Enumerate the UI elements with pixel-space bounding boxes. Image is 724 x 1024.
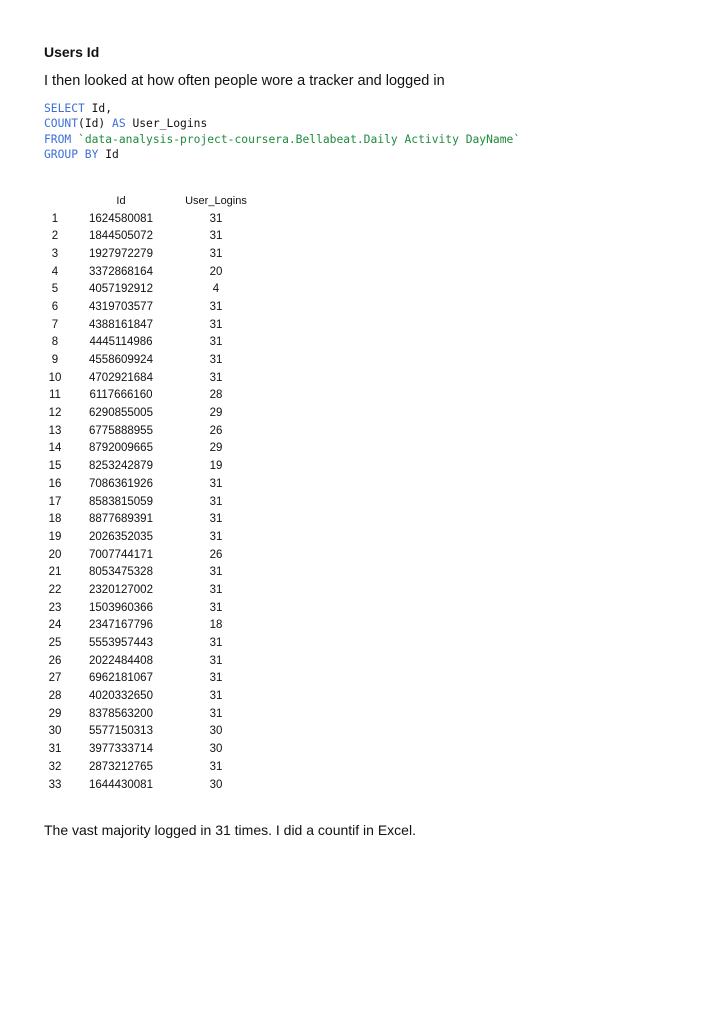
row-index: 20 (48, 548, 62, 561)
row-user-logins: 18 (209, 619, 223, 632)
results-table (40, 192, 260, 793)
table-row (40, 723, 260, 741)
row-index: 10 (48, 371, 62, 384)
table-row (40, 316, 260, 334)
row-index: 17 (48, 495, 62, 508)
table-row (40, 634, 260, 652)
row-id: 1927972279 (89, 247, 153, 260)
row-user-logins: 26 (209, 548, 223, 561)
row-id: 4702921684 (89, 371, 153, 384)
row-id: 6117666160 (89, 389, 153, 402)
table-body (40, 210, 260, 794)
row-id: 8053475328 (89, 566, 153, 579)
table-row (40, 528, 260, 546)
row-user-logins: 30 (209, 725, 223, 738)
row-id: 8378563200 (89, 707, 153, 720)
table-header-row (40, 192, 260, 210)
row-user-logins: 31 (209, 654, 223, 667)
row-user-logins: 31 (209, 212, 223, 225)
row-id: 6290855005 (89, 407, 153, 420)
row-index: 14 (48, 442, 62, 455)
row-id: 4445114986 (89, 336, 153, 349)
row-id: 6962181067 (89, 672, 153, 685)
table-row (40, 758, 260, 776)
row-id: 2320127002 (89, 583, 153, 596)
intro-paragraph: I then looked at how often people wore a tracker and logged in (44, 73, 445, 89)
header-user-logins: User_Logins (185, 194, 247, 207)
row-index: 28 (48, 690, 62, 703)
table-row (40, 280, 260, 298)
row-index: 18 (48, 513, 62, 526)
sql-text: (Id) (78, 117, 113, 131)
row-index: 25 (48, 637, 62, 650)
row-user-logins: 31 (209, 230, 223, 243)
row-user-logins: 20 (209, 265, 223, 278)
row-index: 27 (48, 672, 62, 685)
row-id: 5577150313 (89, 725, 153, 738)
row-index: 6 (51, 300, 59, 313)
row-index: 11 (49, 389, 61, 402)
row-index: 32 (48, 760, 62, 773)
row-user-logins: 4 (212, 283, 220, 296)
table-row (40, 475, 260, 493)
row-index: 26 (48, 654, 62, 667)
row-user-logins: 31 (209, 477, 223, 490)
row-user-logins: 19 (209, 460, 223, 473)
row-id: 8583815059 (89, 495, 153, 508)
row-id: 6775888955 (89, 424, 153, 437)
row-index: 19 (48, 530, 62, 543)
sql-line (44, 147, 520, 162)
row-id: 7007744171 (89, 548, 153, 561)
table-row (40, 581, 260, 599)
sql-text: User_Logins (125, 117, 208, 131)
header-id: Id (116, 194, 126, 207)
sql-line (44, 132, 520, 147)
row-index: 24 (48, 619, 62, 632)
table-row (40, 422, 260, 440)
row-index: 7 (51, 318, 59, 331)
row-user-logins: 30 (209, 778, 223, 791)
table-row (40, 617, 260, 635)
table-row (40, 493, 260, 511)
sql-keyword: SELECT (44, 102, 85, 115)
row-index: 12 (48, 407, 62, 420)
sql-keyword: COUNT (44, 117, 79, 131)
row-index: 15 (48, 460, 62, 473)
row-user-logins: 31 (209, 513, 223, 526)
row-id: 2873212765 (89, 760, 153, 773)
row-id: 8877689391 (89, 513, 153, 526)
row-id: 2347167796 (89, 619, 153, 632)
row-id: 4319703577 (89, 300, 153, 313)
table-row (40, 298, 260, 316)
table-row (40, 652, 260, 670)
row-index: 13 (48, 424, 62, 437)
row-id: 4388161847 (89, 318, 153, 331)
row-id: 4558609924 (89, 354, 153, 367)
table-row (40, 687, 260, 705)
row-user-logins: 31 (209, 566, 223, 579)
sql-code-block (44, 101, 520, 162)
table-row (40, 705, 260, 723)
row-user-logins: 31 (209, 583, 223, 596)
row-index: 30 (48, 725, 62, 738)
row-user-logins: 31 (209, 336, 223, 349)
row-user-logins: 31 (209, 495, 223, 508)
table-row (40, 776, 260, 794)
table-row (40, 404, 260, 422)
row-index: 31 (48, 743, 62, 756)
table-row (40, 599, 260, 617)
table-row (40, 245, 260, 263)
row-id: 1644430081 (89, 778, 153, 791)
sql-line (44, 116, 520, 131)
row-user-logins: 31 (209, 247, 223, 260)
table-row (40, 457, 260, 475)
row-index: 3 (51, 247, 59, 260)
table-row (40, 387, 260, 405)
table-row (40, 510, 260, 528)
row-id: 8253242879 (89, 460, 153, 473)
row-id: 2026352035 (89, 530, 153, 543)
section-heading: Users Id (44, 44, 100, 60)
row-id: 1844505072 (89, 230, 153, 243)
row-id: 5553957443 (89, 637, 153, 650)
row-user-logins: 31 (209, 672, 223, 685)
row-index: 21 (48, 566, 62, 579)
table-row (40, 670, 260, 688)
row-user-logins: 29 (209, 442, 223, 455)
table-row (40, 563, 260, 581)
row-user-logins: 26 (209, 424, 223, 437)
row-user-logins: 31 (209, 530, 223, 543)
row-user-logins: 30 (209, 743, 223, 756)
row-user-logins: 28 (209, 389, 223, 402)
sql-text: Id, (84, 102, 113, 115)
table-row (40, 334, 260, 352)
row-index: 5 (51, 283, 59, 296)
table-row (40, 440, 260, 458)
row-index: 23 (48, 601, 62, 614)
row-index: 8 (51, 336, 59, 349)
row-user-logins: 29 (209, 407, 223, 420)
row-index: 16 (48, 477, 62, 490)
row-user-logins: 31 (209, 707, 223, 720)
row-user-logins: 31 (209, 760, 223, 773)
sql-keyword: AS (112, 117, 126, 131)
row-index: 33 (48, 778, 62, 791)
sql-text (71, 133, 78, 146)
row-user-logins: 31 (209, 601, 223, 614)
row-id: 1624580081 (89, 212, 153, 225)
row-id: 3977333714 (89, 743, 153, 756)
row-index: 1 (51, 212, 59, 225)
row-id: 3372868164 (89, 265, 153, 278)
sql-text: Id (98, 147, 119, 161)
row-user-logins: 31 (209, 637, 223, 650)
row-id: 2022484408 (89, 654, 153, 667)
row-index: 4 (51, 265, 59, 278)
row-user-logins: 31 (209, 318, 223, 331)
table-row (40, 546, 260, 564)
row-index: 29 (48, 707, 62, 720)
sql-string: `data-analysis-project-coursera.Bellabeat.Daily Activity DayName` (78, 132, 521, 146)
row-id: 4020332650 (89, 690, 153, 703)
row-user-logins: 31 (209, 371, 223, 384)
table-row (40, 263, 260, 281)
row-index: 2 (51, 230, 59, 243)
row-id: 4057192912 (89, 283, 153, 296)
row-id: 7086361926 (89, 477, 153, 490)
row-user-logins: 31 (209, 690, 223, 703)
row-index: 22 (48, 583, 62, 596)
row-user-logins: 31 (209, 354, 223, 367)
table-row (40, 210, 260, 228)
table-row (40, 227, 260, 245)
table-row (40, 369, 260, 387)
row-id: 8792009665 (89, 442, 153, 455)
conclusion-paragraph: The vast majority logged in 31 times. I did a countif in Excel. (44, 822, 416, 838)
row-index: 9 (51, 354, 59, 367)
table-row (40, 351, 260, 369)
sql-keyword: GROUP BY (44, 147, 99, 161)
row-user-logins: 31 (209, 300, 223, 313)
sql-keyword: FROM (44, 132, 72, 146)
sql-line (44, 101, 520, 116)
row-id: 1503960366 (89, 601, 153, 614)
table-row (40, 740, 260, 758)
